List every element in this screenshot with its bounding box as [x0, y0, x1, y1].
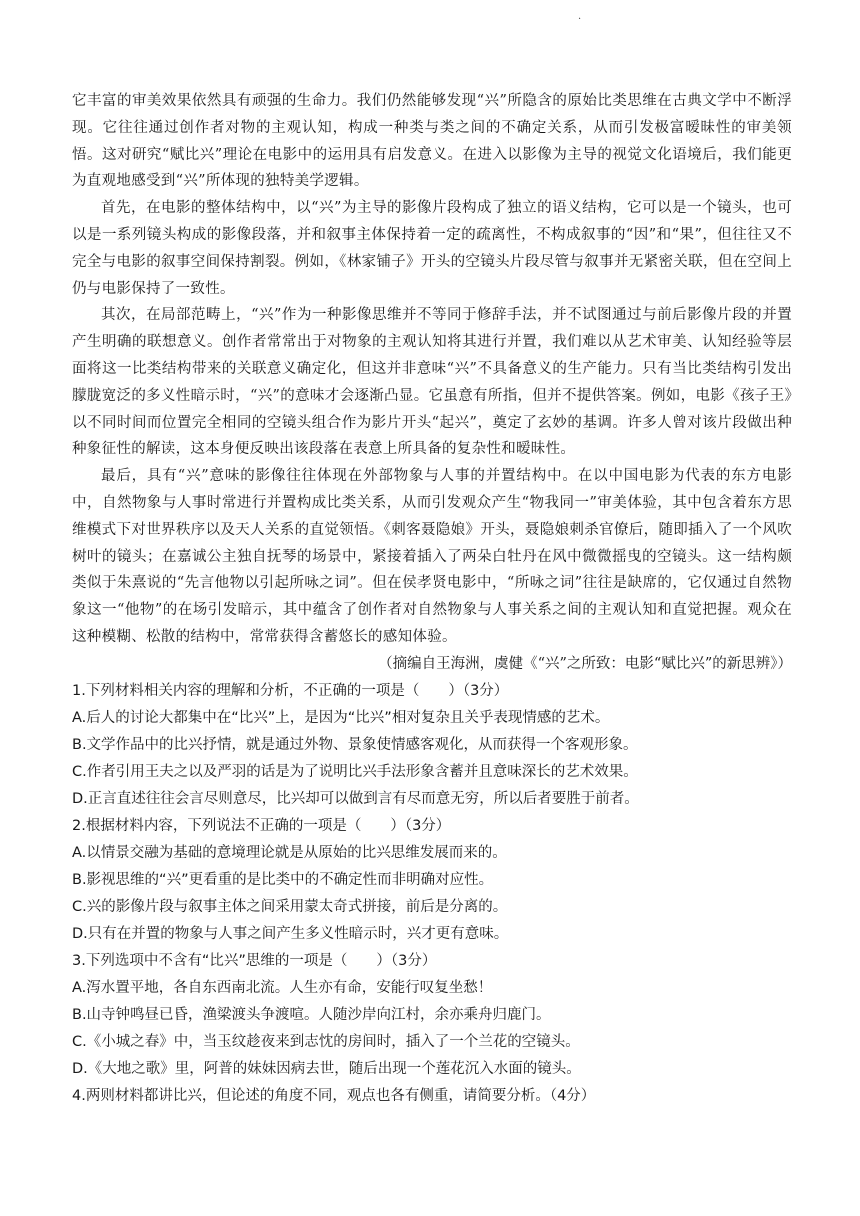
- option-a: A.后人的讨论大都集中在“比兴”上，是因为“比兴”相对复杂且关乎表现情感的艺术。: [72, 709, 610, 726]
- option-a: A.泻水置平地，各自东西南北流。人生亦有命，安能行叹复坐愁！: [72, 979, 493, 996]
- question-1: [72, 678, 792, 813]
- passage-source: （摘编自王海洲，虞健《“兴”之所致：电影“赋比兴”的新思辨》）: [378, 655, 792, 672]
- option-b: B.文学作品中的比兴抒情，就是通过外物、景象使情感客观化，从而获得一个客观形象。: [72, 736, 638, 753]
- question-stem: 1.下列材料相关内容的理解和分析，不正确的一项是（ ）（3分）: [72, 682, 509, 699]
- option-d: D.正言直述往往会言尽则意尽，比兴却可以做到言有尽而意无穷，所以后者要胜于前者。: [72, 790, 639, 807]
- question-4: [72, 1083, 792, 1110]
- question-3: [72, 948, 792, 1083]
- question-list: [72, 678, 792, 1110]
- passage-paragraph-4: 最后，具有“兴”意味的影像往往体现在外部物象与人事的并置结构中。在以中国电影为代表的东方电影中，自然物象与人事时常进行并置构成比类关系，从而引发观众产生“物我同一”审美体验，其中包含着东方思维模式下对世界秩序以及天人关系的直觉领悟。《刺客聂隐娘》开头，聂隐娘刺杀官僚后，随即插入了一个风吹树叶的镜头；在嘉诚公主独自抚琴的场景中，紧接着插入了两朵白牡丹在风中微微摇曳的空镜头。这一结构颇类似于朱熹说的“先言他物以引起所咏之词”。但在侯孝贤电影中，“所咏之词”往往是缺席的，它仅通过自然物象这一“他物”的在场引发暗示，其中蕴含了创作者对自然物象与人事关系之间的主观认知和直觉把握。观众在这种模糊、松散的结构中，常常获得含蓄悠长的感知体验。: [72, 468, 792, 645]
- exam-page: [72, 88, 792, 1110]
- passage-paragraph-3: 其次，在局部范畴上，“兴”作为一种影像思维并不等同于修辞手法，并不试图通过与前后影像片段的并置产生明确的联想意义。创作者常常出于对物象的主观认知将其进行并置，我们难以从艺术审美、认知经验等层面将这一比类结构带来的关联意义确定化，但这并非意味“兴”不具备意义的生产能力。只有当比类结构引发出朦胧宽泛的多义性暗示时，“兴”的意味才会逐渐凸显。它虽意有所指，但并不提供答案。例如，电影《孩子王》以不同时间而位置完全相同的空镜头组合作为影片开头“起兴”，奠定了玄妙的基调。许多人曾对该片段做出种种象征性的解读，这本身便反映出该段落在表意上所具备的复杂性和暧昧性。: [72, 307, 792, 458]
- option-b: B.影视思维的“兴”更看重的是比类中的不确定性而非明确对应性。: [72, 871, 494, 888]
- passage-paragraph-2: 首先，在电影的整体结构中，以“兴”为主导的影像片段构成了独立的语义结构，它可以是一个镜头，也可以是一系列镜头构成的影像段落，并和叙事主体保持着一定的疏离性，不构成叙事的“因”和“果”，但往往又不完全与电影的叙事空间保持割裂。例如，《林家铺子》开头的空镜头片段尽管与叙事并无紧密关联，但在空间上仍与电影保持了一致性。: [72, 200, 792, 297]
- question-2: [72, 813, 792, 948]
- question-stem: 3.下列选项中不含有“比兴”思维的一项是（ ）（3分）: [72, 952, 437, 969]
- reading-passage: [72, 88, 792, 678]
- header-dot: ·: [578, 14, 582, 25]
- option-a: A.以情景交融为基础的意境理论就是从原始的比兴思维发展而来的。: [72, 844, 507, 861]
- option-d: D.《大地之歌》里，阿普的妹妹因病去世，随后出现一个莲花沉入水面的镜头。: [72, 1060, 581, 1077]
- option-d: D.只有在并置的物象与人事之间产生多义性暗示时，兴才更有意味。: [72, 925, 509, 942]
- question-stem: 2.根据材料内容，下列说法不正确的一项是（ ）（3分）: [72, 817, 451, 834]
- option-b: B.山寺钟鸣昼已昏，渔梁渡头争渡喧。人随沙岸向江村，余亦乘舟归鹿门。: [72, 1006, 551, 1023]
- passage-paragraph-1: 它丰富的审美效果依然具有顽强的生命力。我们仍然能够发现“兴”所隐含的原始比类思维在古典文学中不断浮现。它往往通过创作者对物的主观认知，构成一种类与类之间的不确定关系，从而引发极富暧昧性的审美领悟。这对研究“赋比兴”理论在电影中的运用具有启发意义。在进入以影像为主导的视觉文化语境后，我们能更为直观地感受到“兴”所体现的独特美学逻辑。: [72, 93, 792, 190]
- option-c: C.《小城之春》中，当玉纹趁夜来到志忱的房间时，插入了一个兰花的空镜头。: [72, 1033, 580, 1050]
- question-stem: 4.两则材料都讲比兴，但论述的角度不同，观点也各有侧重，请简要分析。（4分）: [72, 1087, 596, 1104]
- option-c: C.作者引用王夫之以及严羽的话是为了说明比兴手法形象含蓄并且意味深长的艺术效果。: [72, 763, 638, 780]
- option-c: C.兴的影像片段与叙事主体之间采用蒙太奇式拼接，前后是分离的。: [72, 898, 508, 915]
